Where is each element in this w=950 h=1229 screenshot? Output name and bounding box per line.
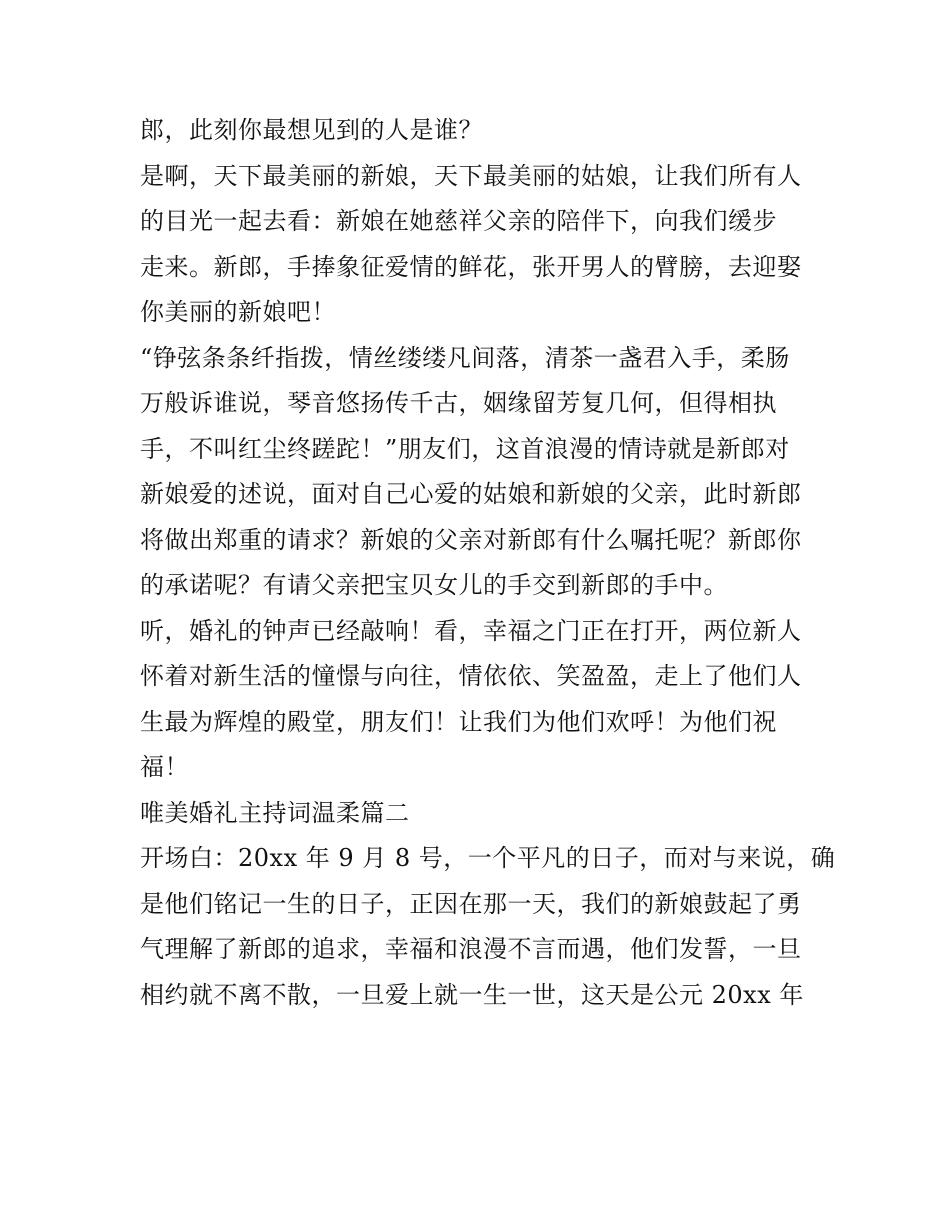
text-line: 是他们铭记一生的日子，正因在那一天，我们的新娘鼓起了勇	[140, 889, 802, 918]
text-line: 生最为辉煌的殿堂，朋友们！让我们为他们欢呼！为他们祝	[140, 707, 777, 736]
text-line: 走来。新郎，手捧象征爱情的鲜花，张开男人的臂膀，去迎娶	[140, 252, 802, 281]
text-line: 你美丽的新娘吧！	[140, 298, 336, 326]
paragraph-4	[140, 609, 820, 791]
paragraph-2	[140, 154, 820, 336]
paragraph-3	[140, 336, 820, 609]
text-line: 是啊，天下最美丽的新娘，天下最美丽的姑娘，让我们所有人	[140, 161, 802, 190]
text-line: 将做出郑重的请求？新娘的父亲对新郎有什么嘱托呢？新郎你	[140, 525, 802, 554]
paragraph-6	[140, 836, 836, 1018]
section-heading	[140, 791, 820, 837]
heading-line: 唯美婚礼主持词温柔篇二	[140, 798, 410, 827]
text-line: 的承诺呢？有请父亲把宝贝女儿的手交到新郎的手中。	[140, 571, 728, 599]
text-line: 怀着对新生活的憧憬与向往，情依依、笑盈盈，走上了他们人	[140, 662, 802, 690]
text-line: 手，不叫红尘终蹉跎！”朋友们，这首浪漫的情诗就是新郎对	[140, 434, 790, 463]
text-line: 气理解了新郎的追求，幸福和浪漫不言而遇，他们发誓，一旦	[140, 935, 802, 963]
text-line: 的目光一起去看：新娘在她慈祥父亲的陪伴下，向我们缓步	[140, 207, 777, 235]
text-line: 郎，此刻你最想见到的人是谁？	[140, 116, 483, 144]
text-line: 开场白：20xx 年 9 月 8 号，一个平凡的日子，而对与来说，确	[140, 844, 836, 872]
text-line: 听，婚礼的钟声已经敲响！看，幸福之门正在打开，两位新人	[140, 616, 802, 645]
document-body	[140, 108, 836, 1018]
text-line: “铮弦条条纤指拨，情丝缕缕凡间落，清茶一盏君入手，柔肠	[140, 343, 790, 372]
text-line: 相约就不离不散，一旦爱上就一生一世，这天是公元 20xx 年	[140, 980, 804, 1009]
text-line: 新娘爱的述说，面对自己心爱的姑娘和新娘的父亲，此时新郎	[140, 480, 802, 508]
paragraph-1	[140, 108, 820, 154]
text-line: 万般诉谁说，琴音悠扬传千古，姻缘留芳复几何，但得相执	[140, 389, 777, 417]
text-line: 福！	[140, 753, 189, 781]
